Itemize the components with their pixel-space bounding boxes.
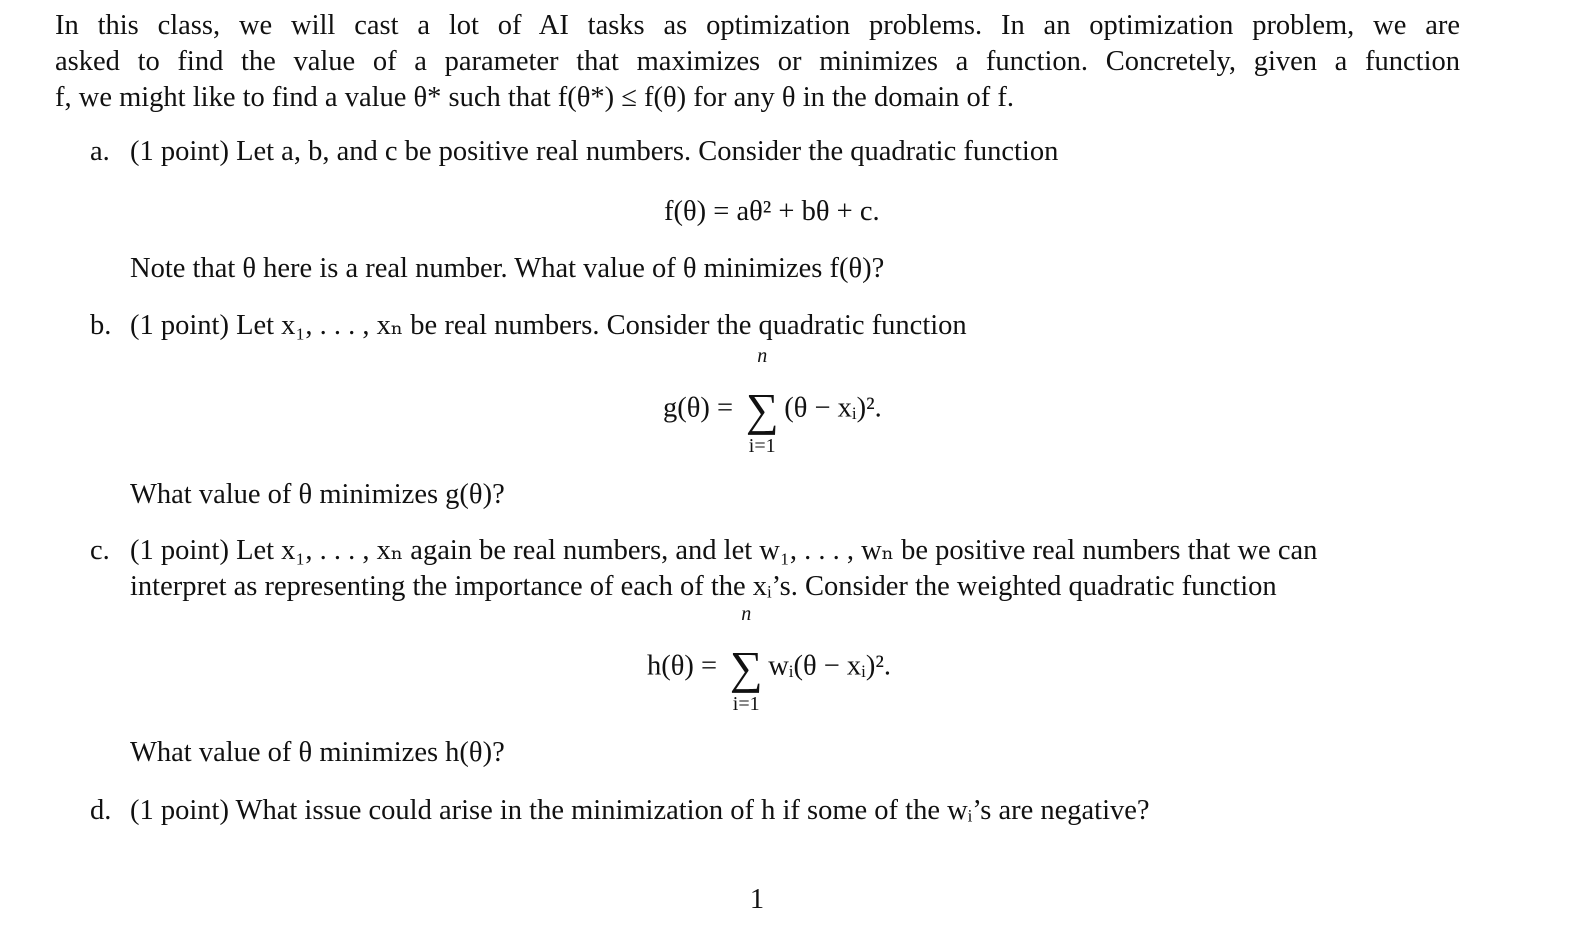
summation-symbol: n ∑ i=1 [740,390,784,430]
sum-upper-limit: n [757,345,768,367]
summation-symbol: n ∑ i=1 [724,648,768,688]
problem-b-text: (1 point) Let x₁, . . . , xₙ be real numbers. Consider the quadratic function [130,310,967,341]
problem-b-followup: What value of θ minimizes g(θ)? [130,479,505,510]
problem-c [90,533,1460,602]
intro-line-1: In this class, we will cast a lot of AI tasks as optimization problems. In an optimization problem, we are [55,10,1460,41]
problem-c-equation-rhs: wᵢ(θ − xᵢ)². [768,650,891,682]
sum-lower-limit: i=1 [748,435,776,457]
intro-line-2: asked to find the value of a parameter that maximizes or minimizes a function. Concretely, given a function [55,46,1460,77]
problem-c-followup: What value of θ minimizes h(θ)? [130,737,505,768]
problem-a-followup: Note that θ here is a real number. What value of θ minimizes f(θ)? [130,253,885,284]
problem-c-label: c. [90,535,110,566]
intro-paragraph [55,8,1460,116]
problem-c-line-2: interpret as representing the importance of each of the xᵢ’s. Consider the weighted quadratic function [130,571,1277,602]
problem-a-equation: f(θ) = aθ² + bθ + c. [664,196,880,227]
problem-c-equation-lhs: h(θ) = [647,650,718,682]
problem-d [90,793,1460,829]
intro-line-3: f, we might like to find a value θ* such that f(θ*) ≤ f(θ) for any θ in the domain of f. [55,82,1015,113]
sum-upper-limit: n [741,603,752,625]
problem-d-label: d. [90,795,112,826]
problem-a-label: a. [90,136,110,167]
problem-a [90,134,1460,170]
sum-lower-limit: i=1 [732,693,760,715]
problem-d-text: (1 point) What issue could arise in the minimization of h if some of the wᵢ’s are negative? [130,795,1150,826]
problem-b-equation-rhs: (θ − xᵢ)². [784,392,882,424]
problem-c-line-1: (1 point) Let x₁, . . . , xₙ again be real numbers, and let w₁, . . . , wₙ be positive real numbers that we can [130,535,1318,566]
problem-b-equation [663,345,882,457]
problem-b-label: b. [90,310,112,341]
problem-b [90,308,1460,344]
page-number: 1 [749,884,765,915]
problem-c-equation [647,603,891,715]
problem-b-equation-lhs: g(θ) = [663,392,734,424]
problem-a-text: (1 point) Let a, b, and c be positive real numbers. Consider the quadratic function [130,136,1059,167]
